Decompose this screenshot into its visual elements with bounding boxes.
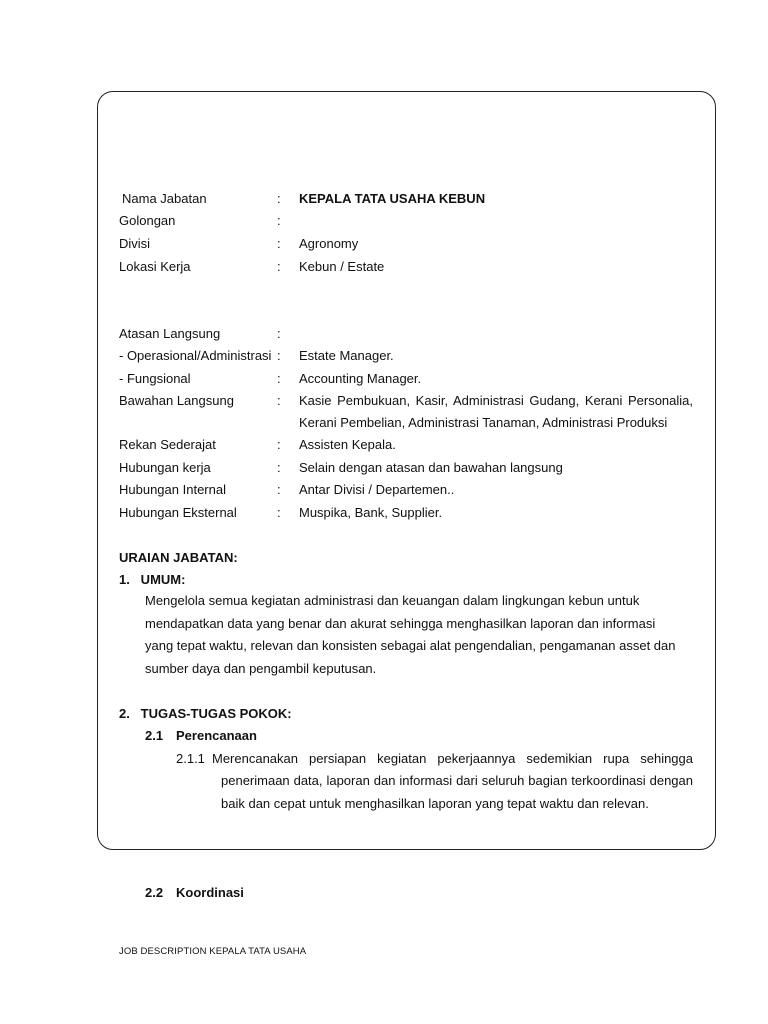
field-label-golongan: Golongan [119, 213, 176, 228]
page-footer: JOB DESCRIPTION KEPALA TATA USAHA [119, 946, 307, 957]
field-colon: : [277, 482, 281, 497]
field-colon: : [277, 236, 281, 251]
paragraph-umum: Mengelola semua kegiatan administrasi dan keuangan dalam lingkungan kebun untuk mendapatkan data yang benar dan akurat sehingga menghasilkan laporan dan informasi yang tepat waktu, relevan dan konsisten sebagai alat pengendalian, pengamanan asset dan sumber daya dan pengambil keputusan. [145, 593, 676, 676]
section-title-uraian-jabatan: URAIAN JABATAN: [119, 550, 238, 565]
field-colon: : [277, 213, 281, 228]
field-label-lokasi-kerja: Lokasi Kerja [119, 259, 191, 274]
field-value-divisi: Agronomy [299, 236, 359, 251]
heading-umum: 1. UMUM: [119, 572, 186, 587]
item-text-line3: baik dan cepat untuk menghasilkan laporan yang tepat waktu dan relevan. [221, 796, 649, 811]
item-text-line2: penerimaan data, laporan dan informasi dari seluruh bagian terkoordinasi dengan [221, 773, 693, 788]
field-colon: : [277, 505, 281, 520]
field-label-divisi: Divisi [119, 236, 151, 251]
item-text-line1: Merencanakan persiapan kegiatan pekerjaannya sedemikian rupa sehingga [212, 751, 693, 766]
field-label-bawahan-langsung: Bawahan Langsung [119, 393, 234, 408]
field-value-bawahan-line1: Kasie Pembukuan, Kasir, Administrasi Gudang, Kerani Personalia, [299, 393, 693, 408]
field-colon: : [277, 191, 281, 206]
field-label-fungsional: - Fungsional [119, 371, 191, 386]
subheading-perencanaan: Perencanaan [176, 728, 257, 743]
field-colon: : [277, 259, 281, 274]
field-value-rekan-sederajat: Assisten Kepala. [299, 437, 396, 452]
item-number-2-1-1: 2.1.1 [176, 751, 205, 766]
field-value-lokasi-kerja: Kebun / Estate [299, 259, 385, 274]
field-label-nama-jabatan: Nama Jabatan [122, 191, 207, 206]
field-label-hubungan-kerja: Hubungan kerja [119, 460, 211, 475]
subheading-number-2-1: 2.1 [145, 728, 164, 743]
field-label-atasan-langsung: Atasan Langsung [119, 326, 221, 341]
heading-tugas-pokok: 2. TUGAS-TUGAS POKOK: [119, 706, 292, 721]
field-value-nama-jabatan: KEPALA TATA USAHA KEBUN [299, 191, 486, 206]
field-value-operasional: Estate Manager. [299, 348, 394, 363]
field-value-bawahan-line2: Kerani Pembelian, Administrasi Tanaman, Administrasi Produksi [299, 415, 668, 430]
field-value-hubungan-eksternal: Muspika, Bank, Supplier. [299, 505, 443, 520]
field-label-operasional: - Operasional/Administrasi [119, 348, 272, 363]
subheading-koordinasi: Koordinasi [176, 885, 244, 900]
field-label-hubungan-internal: Hubungan Internal [119, 482, 226, 497]
field-colon: : [277, 460, 281, 475]
field-colon: : [277, 371, 281, 386]
field-colon: : [277, 437, 281, 452]
subheading-number-2-2: 2.2 [145, 885, 164, 900]
field-colon: : [277, 393, 281, 408]
field-colon: : [277, 326, 281, 341]
field-label-rekan-sederajat: Rekan Sederajat [119, 437, 216, 452]
field-label-hubungan-eksternal: Hubungan Eksternal [119, 505, 237, 520]
field-colon: : [277, 348, 281, 363]
field-value-hubungan-internal: Antar Divisi / Departemen.. [299, 482, 455, 497]
field-value-fungsional: Accounting Manager. [299, 371, 422, 386]
field-value-hubungan-kerja: Selain dengan atasan dan bawahan langsung [299, 460, 563, 475]
